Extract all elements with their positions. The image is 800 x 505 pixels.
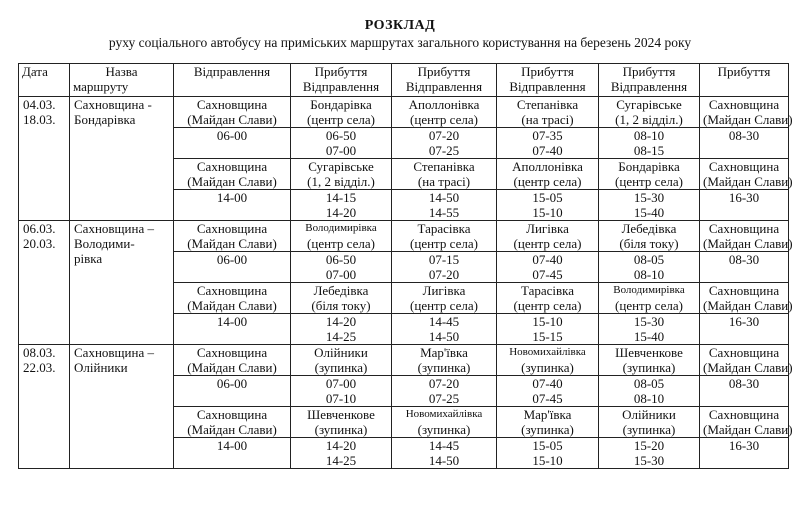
stop-detail: (Майдан Слави)	[703, 422, 793, 437]
stop-cell	[291, 407, 392, 438]
time-value: 15-40	[633, 329, 665, 344]
time-value: 14-00	[216, 438, 248, 453]
route-name-line: Сахновщина -	[74, 97, 152, 112]
time-cell	[291, 190, 392, 221]
time-value: 14-55	[428, 205, 460, 220]
time-cell	[392, 190, 497, 221]
stop-name: Тарасівка	[520, 283, 575, 298]
stop-name: Мар'ївка	[523, 407, 572, 422]
time-cell	[291, 252, 392, 283]
time-value: 07-45	[532, 267, 563, 282]
stop-name: Сахновщина	[196, 221, 268, 236]
stop-name: Аполлонівка	[408, 97, 480, 112]
page-title: РОЗКЛАД	[364, 18, 436, 33]
time-cell	[599, 128, 700, 159]
stop-detail: (центр села)	[513, 298, 582, 313]
stop-name: Сахновщина	[708, 407, 780, 422]
header-arr-dep-2: Прибуття Відправлення	[392, 64, 497, 97]
time-value: 14-00	[216, 314, 248, 329]
time-value: 07-35	[532, 128, 563, 143]
time-value: 14-45	[428, 314, 460, 329]
stop-detail: (Майдан Слави)	[187, 298, 277, 313]
route-date: 18.03.	[23, 112, 56, 127]
stop-name: Сахновщина	[708, 345, 780, 360]
stop-name: Володимирівка	[305, 222, 377, 234]
stop-name: Шевченкове	[615, 345, 683, 360]
stop-detail: (центр села)	[615, 174, 683, 189]
schedule-body	[19, 97, 793, 469]
time-value: 06-00	[216, 128, 248, 143]
time-value: 14-15	[325, 190, 357, 205]
time-value: 15-20	[633, 438, 665, 453]
time-value: 15-15	[532, 329, 563, 344]
stop-name: Сахновщина	[196, 407, 268, 422]
time-cell	[497, 128, 599, 159]
stop-cell	[291, 283, 392, 314]
stop-cell	[700, 283, 793, 314]
time-cell	[599, 252, 700, 283]
time-value: 15-05	[532, 190, 563, 205]
stop-detail: (зупинка)	[521, 422, 574, 437]
stop-cell	[700, 97, 793, 128]
stop-cell	[392, 97, 497, 128]
time-cell	[700, 438, 789, 469]
stop-detail: (біля току)	[619, 236, 679, 251]
stop-name: Олійники	[314, 345, 368, 360]
stop-name: Бондарівка	[310, 97, 372, 112]
stop-cell	[599, 407, 700, 438]
stop-name: Лигівка	[422, 283, 466, 298]
stop-detail: (на трасі)	[521, 112, 574, 127]
route-name-line: Олійники	[74, 360, 128, 375]
stops-row	[19, 345, 789, 376]
time-value: 15-40	[633, 205, 665, 220]
header-arr-dep-3: Прибуття Відправлення	[497, 64, 599, 97]
time-value: 07-15	[428, 252, 460, 267]
time-cell	[291, 438, 392, 469]
stop-detail: (центр села)	[615, 298, 683, 313]
time-value: 07-25	[428, 143, 460, 158]
stop-name: Мар'ївка	[420, 345, 468, 360]
time-value: 07-00	[325, 143, 357, 158]
time-value: 15-05	[532, 438, 563, 453]
time-cell	[497, 314, 599, 345]
stop-name: Степанівка	[516, 97, 579, 112]
time-value: 16-30	[728, 190, 760, 205]
stop-name: Сахновщина	[708, 283, 780, 298]
stop-cell	[497, 221, 599, 252]
time-cell	[174, 438, 291, 469]
route-date: 20.03.	[23, 236, 56, 251]
stop-cell	[599, 345, 700, 376]
time-cell	[392, 376, 497, 407]
time-value: 14-00	[216, 190, 248, 205]
time-value: 08-30	[728, 252, 760, 267]
route-name-line: рівка	[74, 251, 103, 266]
route-name	[70, 345, 174, 469]
time-cell	[700, 252, 789, 283]
stop-detail: (центр села)	[410, 236, 478, 251]
stop-name: Сугарівське	[616, 97, 682, 112]
stop-cell	[599, 159, 700, 190]
stop-cell	[392, 407, 497, 438]
stop-name: Сахновщина	[196, 345, 268, 360]
route-date: 22.03.	[23, 360, 56, 375]
time-value: 08-05	[633, 252, 665, 267]
time-value: 14-45	[428, 438, 460, 453]
stop-detail: (Майдан Слави)	[703, 174, 793, 189]
stop-cell	[599, 97, 700, 128]
time-cell	[291, 128, 392, 159]
stop-cell	[291, 221, 392, 252]
stop-name: Новомихайлівка	[509, 346, 586, 358]
time-cell	[599, 438, 700, 469]
time-cell	[174, 252, 291, 283]
stop-detail: (Майдан Слави)	[703, 236, 793, 251]
stop-detail: (біля току)	[311, 298, 371, 313]
stop-detail: (зупинка)	[314, 422, 368, 437]
time-value: 08-10	[633, 128, 665, 143]
stop-name: Сахновщина	[708, 221, 780, 236]
time-cell	[291, 376, 392, 407]
stop-detail: (Майдан Слави)	[187, 236, 277, 251]
route-name-line: Володими-	[74, 236, 135, 251]
time-cell	[392, 252, 497, 283]
time-cell	[700, 314, 789, 345]
stop-name: Степанівка	[413, 159, 475, 174]
stop-name: Шевченкове	[307, 407, 375, 422]
stop-cell	[497, 283, 599, 314]
time-cell	[497, 438, 599, 469]
stop-cell	[700, 221, 793, 252]
time-value: 14-20	[325, 205, 357, 220]
time-value: 15-10	[532, 314, 563, 329]
stop-name: Новомихайлівка	[405, 408, 483, 420]
stop-detail: (зупинка)	[417, 360, 471, 375]
time-value: 14-20	[325, 314, 357, 329]
stop-detail: (центр села)	[513, 236, 582, 251]
time-cell	[599, 376, 700, 407]
time-value: 06-50	[325, 128, 357, 143]
time-value: 08-15	[633, 143, 665, 158]
stop-detail: (центр села)	[410, 112, 478, 127]
time-cell	[392, 438, 497, 469]
time-value: 07-10	[325, 391, 357, 406]
stop-name: Володимирівка	[613, 284, 685, 296]
route-date: 08.03.	[23, 345, 56, 360]
stop-name: Бондарівка	[618, 159, 680, 174]
time-value: 07-20	[428, 267, 460, 282]
route-name-line: Сахновщина –	[74, 345, 154, 360]
header-date: Дата	[19, 64, 70, 97]
stop-detail: (зупинка)	[417, 422, 471, 437]
stop-cell	[392, 221, 497, 252]
stop-cell	[497, 159, 599, 190]
stop-detail: (1, 2 відділ.)	[307, 174, 375, 189]
stop-name: Лигівка	[526, 221, 569, 236]
time-value: 14-25	[325, 453, 357, 468]
time-cell	[599, 190, 700, 221]
stop-name: Сахновщина	[196, 97, 268, 112]
time-value: 07-00	[325, 376, 357, 391]
time-cell	[700, 376, 789, 407]
stop-detail: (Майдан Слави)	[703, 298, 793, 313]
stop-detail: (центр села)	[307, 236, 375, 251]
time-value: 08-30	[728, 376, 760, 391]
time-value: 14-50	[428, 329, 460, 344]
stop-cell	[174, 97, 291, 128]
stop-detail: (центр села)	[513, 174, 582, 189]
route-name	[70, 97, 174, 221]
time-value: 06-00	[216, 376, 248, 391]
time-value: 14-50	[428, 190, 460, 205]
time-value: 07-25	[428, 391, 460, 406]
stop-detail: (центр села)	[307, 112, 375, 127]
stop-name: Сахновщина	[196, 159, 268, 174]
stop-cell	[174, 407, 291, 438]
page-subtitle: руху соціального автобусу на приміських маршрутах загального користування на березень 2024 року	[108, 35, 692, 50]
stop-detail: (зупинка)	[622, 360, 676, 375]
time-value: 08-05	[633, 376, 665, 391]
stop-cell	[599, 283, 700, 314]
time-value: 15-10	[532, 453, 563, 468]
stop-detail: (Майдан Слави)	[703, 112, 793, 127]
time-cell	[700, 190, 789, 221]
stop-detail: (Майдан Слави)	[187, 112, 277, 127]
header-arr-dep-4: Прибуття Відправлення	[599, 64, 700, 97]
stop-cell	[497, 345, 599, 376]
stop-cell	[291, 159, 392, 190]
stop-name: Сахновщина	[196, 283, 268, 298]
stop-cell	[599, 221, 700, 252]
time-value: 15-30	[633, 190, 665, 205]
time-value: 06-00	[216, 252, 248, 267]
time-cell	[174, 314, 291, 345]
time-value: 14-25	[325, 329, 357, 344]
time-value: 08-10	[633, 391, 665, 406]
time-value: 08-30	[728, 128, 760, 143]
stop-cell	[291, 97, 392, 128]
stop-detail: (на трасі)	[417, 174, 471, 189]
time-value: 16-30	[728, 314, 760, 329]
stop-name: Лебедівка	[621, 221, 677, 236]
header-row	[19, 64, 789, 97]
time-value: 16-30	[728, 438, 760, 453]
stop-name: Тарасівка	[417, 221, 471, 236]
stop-cell	[497, 407, 599, 438]
time-value: 14-50	[428, 453, 460, 468]
time-cell	[174, 128, 291, 159]
stop-detail: (Майдан Слави)	[703, 360, 793, 375]
stop-cell	[174, 159, 291, 190]
route-name-line: Бондарівка	[74, 112, 136, 127]
time-value: 07-20	[428, 128, 460, 143]
stop-cell	[392, 345, 497, 376]
stop-cell	[392, 159, 497, 190]
route-name	[70, 221, 174, 345]
schedule-table	[18, 63, 793, 469]
header-arr-dep-1: Прибуття Відправлення	[291, 64, 392, 97]
stop-name: Сугарівське	[308, 159, 374, 174]
time-value: 15-30	[633, 453, 665, 468]
route-dates	[19, 97, 70, 221]
time-cell	[392, 128, 497, 159]
stop-name: Лебедівка	[313, 283, 369, 298]
stop-name: Аполлонівка	[512, 159, 583, 174]
stop-cell	[497, 97, 599, 128]
stops-row	[19, 221, 789, 252]
header-arrival: Прибуття	[700, 64, 789, 97]
stop-detail: (зупинка)	[314, 360, 368, 375]
time-value: 15-10	[532, 205, 563, 220]
stop-detail: (Майдан Слави)	[187, 360, 277, 375]
stops-row	[19, 97, 789, 128]
time-cell	[291, 314, 392, 345]
route-dates	[19, 345, 70, 469]
stop-detail: (зупинка)	[521, 360, 574, 375]
stop-cell	[700, 159, 793, 190]
time-value: 07-20	[428, 376, 460, 391]
route-date: 04.03.	[23, 97, 56, 112]
time-value: 14-20	[325, 438, 357, 453]
route-name-line: Сахновщина –	[74, 221, 154, 236]
stop-detail: (1, 2 відділ.)	[615, 112, 683, 127]
time-cell	[497, 376, 599, 407]
time-value: 07-40	[532, 143, 563, 158]
route-date: 06.03.	[23, 221, 56, 236]
stop-detail: (Майдан Слави)	[187, 422, 277, 437]
stop-cell	[174, 345, 291, 376]
stop-detail: (центр села)	[410, 298, 478, 313]
time-value: 07-45	[532, 391, 563, 406]
stop-cell	[174, 283, 291, 314]
time-cell	[497, 190, 599, 221]
header-route: Назва маршруту	[70, 64, 174, 97]
stop-name: Сахновщина	[708, 97, 780, 112]
header-departure: Відправлення	[174, 64, 291, 97]
stop-name: Олійники	[622, 407, 676, 422]
stop-name: Сахновщина	[708, 159, 780, 174]
route-dates	[19, 221, 70, 345]
stop-cell	[392, 283, 497, 314]
stop-detail: (Майдан Слави)	[187, 174, 277, 189]
stop-detail: (зупинка)	[622, 422, 676, 437]
stop-cell	[174, 221, 291, 252]
time-cell	[392, 314, 497, 345]
time-value: 15-30	[633, 314, 665, 329]
time-value: 07-40	[532, 252, 563, 267]
time-cell	[497, 252, 599, 283]
time-value: 06-50	[325, 252, 357, 267]
stop-cell	[291, 345, 392, 376]
stop-cell	[700, 407, 793, 438]
time-cell	[700, 128, 789, 159]
time-value: 07-40	[532, 376, 563, 391]
time-value: 08-10	[633, 267, 665, 282]
time-cell	[174, 376, 291, 407]
time-cell	[174, 190, 291, 221]
time-value: 07-00	[325, 267, 357, 282]
time-cell	[599, 314, 700, 345]
stop-cell	[700, 345, 793, 376]
